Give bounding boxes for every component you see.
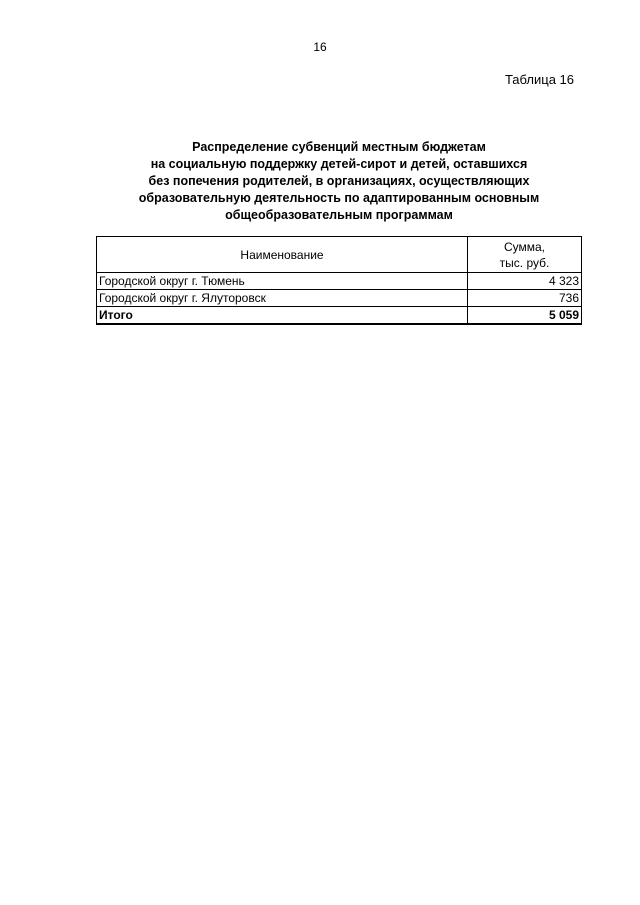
table-row [97, 290, 582, 307]
row-name: Городской округ г. Тюмень [97, 273, 468, 290]
total-label: Итого [97, 307, 468, 325]
row-name: Городской округ г. Ялуторовск [97, 290, 468, 307]
subvention-table [96, 236, 582, 325]
header-name: Наименование [97, 237, 468, 273]
table-header-row [97, 237, 582, 273]
header-sum [468, 237, 582, 273]
row-value: 736 [468, 290, 582, 307]
header-sum-line1: Сумма, [503, 239, 546, 254]
total-value: 5 059 [468, 307, 582, 325]
header-sum-line2: тыс. руб. [499, 255, 550, 270]
title-line: Распределение субвенций местным бюджетам [192, 140, 486, 154]
total-row [97, 307, 582, 325]
title-line: на социальную поддержку детей-сирот и детей, оставшихся [150, 157, 528, 171]
title-line: общеобразовательным программам [225, 208, 453, 222]
table-row [97, 273, 582, 290]
page-number: 16 [313, 40, 327, 54]
document-title [96, 139, 582, 224]
title-line: без попечения родителей, в организациях, осуществляющих [148, 174, 530, 188]
row-value: 4 323 [468, 273, 582, 290]
table-label: Таблица 16 [504, 72, 574, 87]
title-line: образовательную деятельность по адаптированным основным [138, 191, 540, 205]
